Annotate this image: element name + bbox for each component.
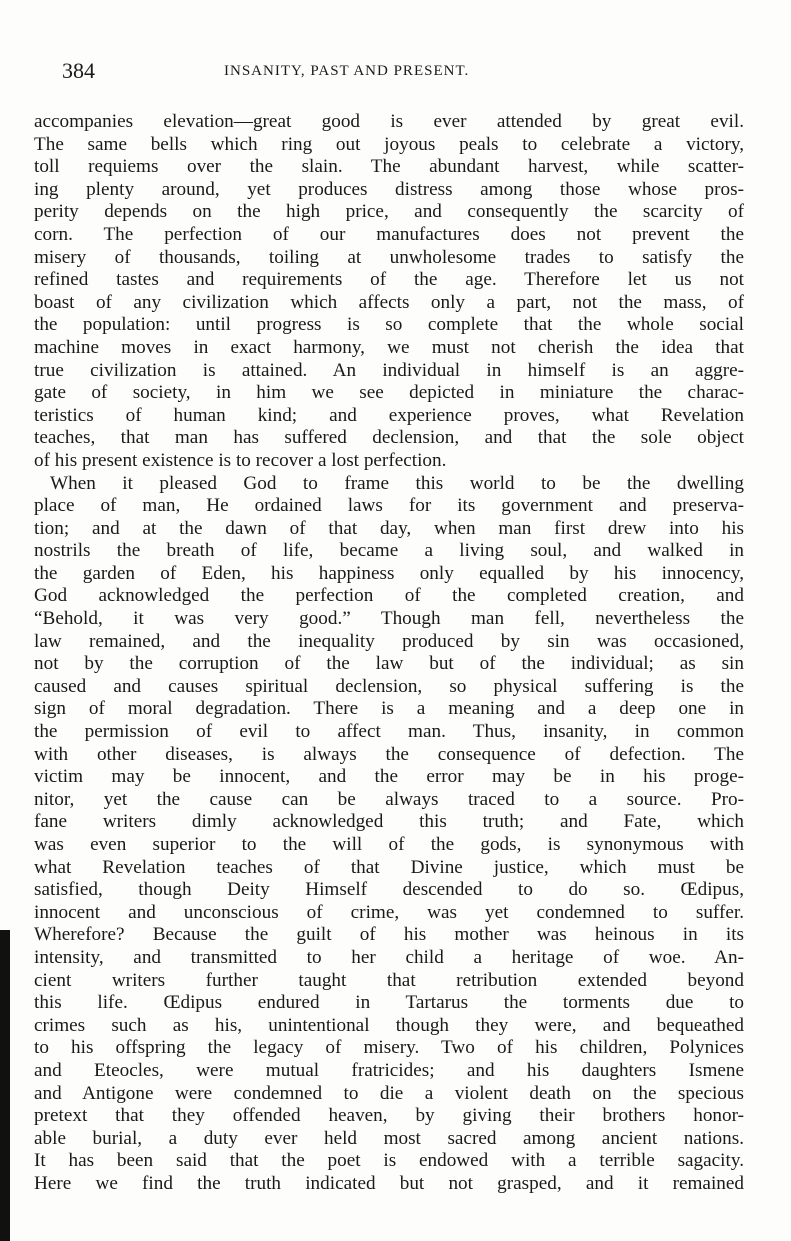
text-line: Wherefore? Because the guilt of his mother was heinous in its: [34, 924, 744, 946]
text-line: sign of moral degradation. There is a meaning and a deep one in: [34, 698, 744, 720]
text-line: machine moves in exact harmony, we must not cherish the idea that: [34, 336, 744, 358]
text-line: When it pleased God to frame this world to be the dwelling: [50, 472, 744, 494]
text-line: teristics of human kind; and experience proves, what Revelation: [34, 404, 744, 426]
text-line: and Eteocles, were mutual fratricides; and his daughters Ismene: [34, 1059, 744, 1081]
text-line: the permission of evil to affect man. Thus, insanity, in common: [34, 721, 744, 743]
text-line: corn. The perfection of our manufactures does not prevent the: [34, 223, 744, 245]
text-line: caused and causes spiritual declension, so physical suffering is the: [34, 675, 744, 697]
running-head: INSANITY, PAST AND PRESENT.: [224, 63, 470, 79]
text-line: the population: until progress is so complete that the whole social: [34, 314, 744, 336]
text-line: fane writers dimly acknowledged this truth; and Fate, which: [34, 811, 744, 833]
page-header: [62, 58, 742, 86]
text-line: and Antigone were condemned to die a violent death on the specious: [34, 1082, 744, 1104]
text-line: crimes such as his, unintentional though they were, and bequeathed: [34, 1014, 744, 1036]
text-line: “Behold, it was very good.” Though man fell, nevertheless the: [34, 608, 744, 630]
text-line: gate of society, in him we see depicted in miniature the charac-: [34, 382, 744, 404]
text-line: satisfied, though Deity Himself descended to do so. Œdipus,: [34, 879, 744, 901]
paragraph-1: [34, 111, 744, 473]
text-line: nitor, yet the cause can be always traced to a source. Pro-: [34, 788, 744, 810]
text-line: It has been said that the poet is endowed with a terrible sagacity.: [34, 1150, 744, 1172]
text-line: cient writers further taught that retribution extended beyond: [34, 969, 744, 991]
text-line: perity depends on the high price, and consequently the scarcity of: [34, 201, 744, 223]
text-line: toll requiems over the slain. The abundant harvest, while scatter-: [34, 156, 744, 178]
paragraph-2: [34, 473, 744, 1196]
text-line: accompanies elevation—great good is ever attended by great evil.: [34, 111, 744, 132]
text-line: innocent and unconscious of crime, was yet condemned to suffer.: [34, 901, 744, 923]
text-line: with other diseases, is always the consequence of defection. The: [34, 743, 744, 765]
text-line: refined tastes and requirements of the age. Therefore let us not: [34, 269, 744, 291]
text-line: what Revelation teaches of that Divine justice, which must be: [34, 856, 744, 878]
text-line: teaches, that man has suffered declension, and that the sole object: [34, 427, 744, 449]
text-line: The same bells which ring out joyous peals to celebrate a victory,: [34, 133, 744, 155]
text-line: was even superior to the will of the gods, is synonymous with: [34, 834, 744, 855]
text-line: Here we find the truth indicated but not grasped, and it remained: [34, 1172, 744, 1194]
text-line: tion; and at the dawn of that day, when man first drew into his: [34, 517, 744, 539]
text-line: law remained, and the inequality produced by sin was occasioned,: [34, 630, 744, 652]
text-line: nostrils the breath of life, became a living soul, and walked in: [34, 540, 744, 562]
text-line: to his offspring the legacy of misery. Two of his children, Polynices: [34, 1037, 744, 1059]
binding-shadow: [0, 930, 10, 1241]
text-line: intensity, and transmitted to her child a heritage of woe. An-: [34, 946, 744, 968]
text-line: victim may be innocent, and the error may be in his proge-: [34, 766, 744, 788]
text-line: pretext that they offended heaven, by giving their brothers honor-: [34, 1105, 744, 1127]
text-line: the garden of Eden, his happiness only equalled by his innocency,: [34, 562, 744, 584]
text-line: of his present existence is to recover a lost perfection.: [34, 449, 447, 471]
text-line: true civilization is attained. An individual in himself is an aggre-: [34, 359, 744, 381]
text-line: misery of thousands, toiling at unwholesome trades to satisfy the: [34, 246, 744, 268]
page-number: 384: [62, 58, 95, 83]
text-line: place of man, He ordained laws for its government and preserva-: [34, 495, 744, 517]
text-line: God acknowledged the perfection of the completed creation, and: [34, 585, 744, 607]
text-line: this life. Œdipus endured in Tartarus the torments due to: [34, 992, 744, 1014]
text-line: boast of any civilization which affects only a part, not the mass, of: [34, 291, 744, 313]
text-line: ing plenty around, yet produces distress among those whose pros-: [34, 178, 744, 200]
text-line: able burial, a duty ever held most sacred among ancient nations.: [34, 1127, 744, 1149]
body-text: [34, 111, 744, 1196]
text-line: not by the corruption of the law but of the individual; as sin: [34, 653, 744, 675]
